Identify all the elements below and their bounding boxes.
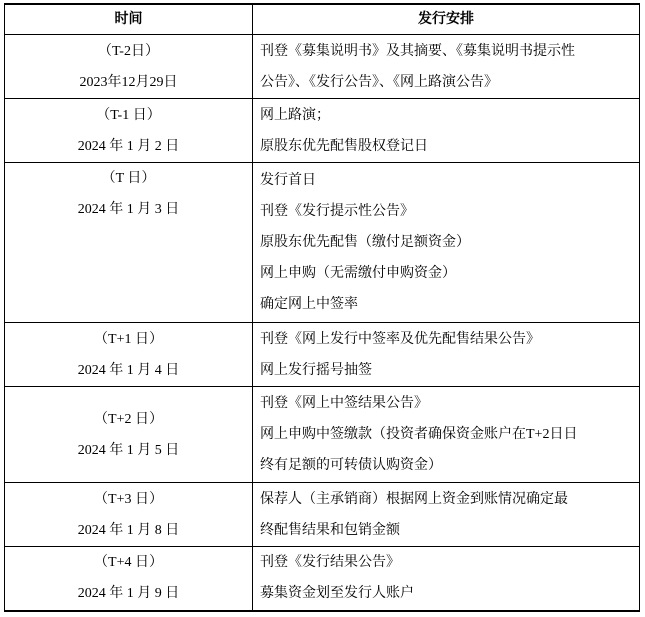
time-cell xyxy=(5,35,253,99)
date-label: 2024 年 1 月 4 日 xyxy=(77,362,180,378)
table-row xyxy=(5,35,640,99)
day-label: （T+1 日） xyxy=(94,331,163,347)
table-header-row xyxy=(5,4,640,35)
arrangement-item: 募集资金划至发行人账户 xyxy=(260,586,414,602)
date-label: 2023年12月29日 xyxy=(79,74,178,90)
table-row xyxy=(5,323,640,387)
date-label: 2024 年 1 月 2 日 xyxy=(77,138,180,154)
time-cell xyxy=(5,483,253,547)
time-cell xyxy=(5,547,253,611)
time-cell xyxy=(5,387,253,483)
arrangement-item: 刊登《发行结果公告》 xyxy=(260,555,400,571)
arrangement-cell xyxy=(253,35,640,99)
day-label: （T+3 日） xyxy=(94,491,163,507)
time-cell xyxy=(5,323,253,387)
issuance-schedule-table xyxy=(4,3,640,612)
arrangement-item: 刊登《网上中签结果公告》 xyxy=(260,396,428,411)
schedule-table-container xyxy=(4,3,640,612)
arrangement-item: 发行首日 xyxy=(260,173,316,188)
arrangement-cell xyxy=(253,99,640,163)
day-label: （T+2 日） xyxy=(94,411,163,427)
date-label: 2024 年 1 月 5 日 xyxy=(77,442,180,458)
header-time: 时间 xyxy=(5,4,253,35)
day-label: （T 日） xyxy=(101,171,156,186)
arrangement-item: 保荐人（主承销商）根据网上资金到账情况确定最 xyxy=(260,491,568,507)
arrangement-item: 原股东优先配售（缴付足额资金） xyxy=(260,235,470,250)
table-row xyxy=(5,387,640,483)
time-cell xyxy=(5,99,253,163)
arrangement-item: 网上申购（无需缴付申购资金） xyxy=(260,266,456,281)
time-cell xyxy=(5,163,253,323)
arrangement-cell xyxy=(253,547,640,611)
arrangement-cell xyxy=(253,387,640,483)
arrangement-item: 刊登《发行提示性公告》 xyxy=(260,204,414,219)
arrangement-item: 原股东优先配售股权登记日 xyxy=(260,138,428,154)
arrangement-item: 确定网上中签率 xyxy=(260,297,358,312)
arrangement-item: 终配售结果和包销金额 xyxy=(260,522,400,538)
table-row xyxy=(5,547,640,611)
date-label: 2024 年 1 月 9 日 xyxy=(77,586,180,602)
table-row xyxy=(5,99,640,163)
date-label: 2024 年 1 月 3 日 xyxy=(77,202,180,217)
table-row xyxy=(5,483,640,547)
arrangement-item: 网上路演； xyxy=(260,107,330,123)
arrangement-cell xyxy=(253,483,640,547)
table-row xyxy=(5,163,640,323)
arrangement-item: 刊登《网上发行中签率及优先配售结果公告》 xyxy=(260,331,540,347)
day-label: （T+4 日） xyxy=(94,555,163,571)
arrangement-item: 刊登《募集说明书》及其摘要、《募集说明书提示性 xyxy=(260,43,575,59)
arrangement-item: 网上申购中签缴款（投资者确保资金账户在T+2日日 xyxy=(260,427,578,442)
date-label: 2024 年 1 月 8 日 xyxy=(77,522,180,538)
arrangement-cell xyxy=(253,323,640,387)
arrangement-item: 终有足额的可转债认购资金） xyxy=(260,458,442,473)
day-label: （T-1 日） xyxy=(96,107,161,123)
day-label: （T-2日） xyxy=(98,43,159,59)
arrangement-cell xyxy=(253,163,640,323)
arrangement-item: 公告》、《发行公告》、《网上路演公告》 xyxy=(260,74,498,90)
header-arrangement: 发行安排 xyxy=(253,4,640,35)
arrangement-item: 网上发行摇号抽签 xyxy=(260,362,372,378)
